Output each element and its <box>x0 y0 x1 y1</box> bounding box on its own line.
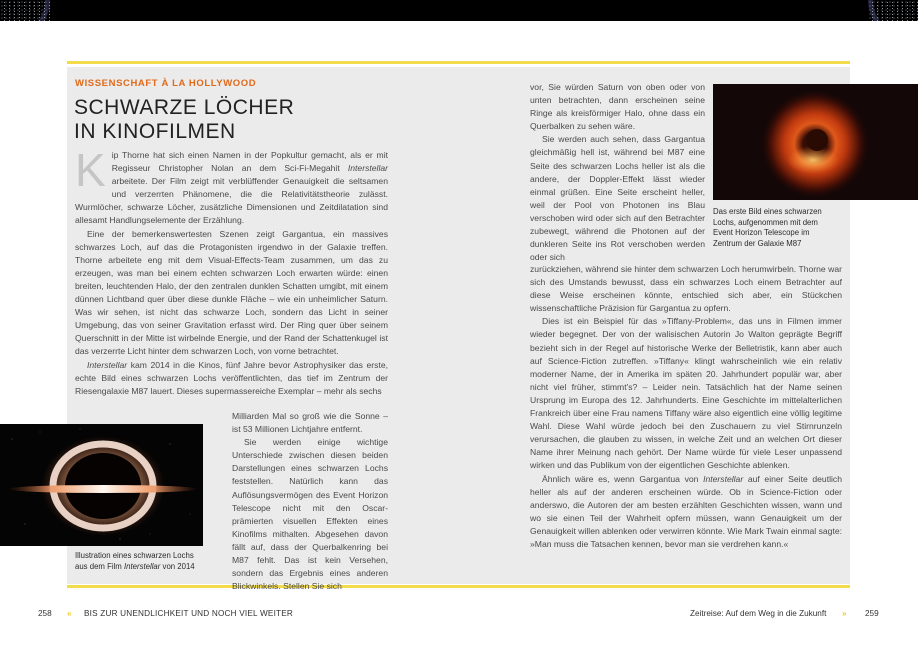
column-right-lower <box>530 263 842 551</box>
paragraph-continued: vor, Sie würden Saturn von oben oder von unten betrachten, dann erscheinen seine Ringe als kreisförmiger Halo, ohne dass ein Querbalken zu sehen wäre. <box>530 82 705 132</box>
chevron-left-icon: « <box>67 609 72 618</box>
paragraph-continued: Milliarden Mal so groß wie die Sonne – ist 53 Millionen Lichtjahre entfernt. <box>232 411 388 435</box>
column-right-upper <box>530 81 705 264</box>
drop-cap: K <box>75 144 106 196</box>
page-number-left: 258 <box>38 609 52 618</box>
paragraph: Ähnlich wäre es, wenn Gargantua von Interstellar auf einer Seite deutlich heller als auf der anderen erscheinen würde. Ob in Science-Fiction oder anderswo, die Autoren der am besten erzählten Geschichten wissen, wann und wo sie einen Teil der Wahrheit opfern müssen, wann Genauigkeit um der Genauigkeit willen ablenken oder verwirren könnte. Wie Mark Twain einmal sagte: »Man muss die Tatsachen kennen, bevor man sie verdrehen kann.« <box>530 473 842 549</box>
paragraph: Sie werden auch sehen, dass Gargantua gleichmäßig hell ist, während bei M87 eine Seite des schwarzen Lochs heller ist als die andere, der Doppler-Effekt lässt wieder einmal grüßen. Eine Seite erscheint heller, weil der Pool von Photonen ins Blau verschoben wird oder sich auf den Betrachter zubewegt, während die Photonen auf der dunkleren Seite ins Rot verschoben werden oder sich <box>530 134 705 263</box>
headline-line-1: SCHWARZE LÖCHER <box>74 96 295 119</box>
starfield-decoration <box>0 0 50 21</box>
image-caption-m87: Das erste Bild eines schwarzen Lochs, aufgenommen mit dem Event Horizon Telescope im Zentrum der Galaxie M87 <box>713 207 822 248</box>
paragraph: Sie werden einige wichtige Unterschiede zwischen diesen beiden Darstellungen eines schwarzen Lochs feststellen. Natürlich kann das Auflösungsvermögen des Event Horizon Telescope nicht mit den Oscar-prämierten visuellen Effekten eines Kinofilms mithalten. Abgesehen davon fällt auf, dass der Querbalkenring bei M87 fehlt. Das ist kein Versehen, sondern das Ergebnis eines anderen Blickwinkels. Stellen Sie sich <box>232 437 388 592</box>
headline-line-2: IN KINOFILMEN <box>74 120 236 143</box>
column-left-lower <box>232 410 388 593</box>
interstellar-black-hole-image <box>0 424 203 546</box>
paragraph: Interstellar kam 2014 in die Kinos, fünf Jahre bevor Astrophysiker das erste, echte Bild eines schwarzen Lochs veröffentlichten, das tief im Zentrum der Riesengalaxie M87 lauert. Dieses supermassereiche Exemplar – mehr als sechs <box>75 359 388 396</box>
paragraph-intro: Kip Thorne hat sich einen Namen in der Popkultur gemacht, als er mit Regisseur Christopher Nolan an dem Sci-Fi-Megahit Interstellar arbeitete. Der Film zeigt mit verblüffender Genauigkeit die seltsamen und verzerrten Phänomene, die die Relativitätstheorie zulässt. Wurmlöcher, schwarze Löcher, zusätzliche Dimensionen und Zeitdilatation sind allesamt Handlungselemente der Erzählung. <box>75 144 388 226</box>
running-head-left: BIS ZUR UNENDLICHKEIT UND NOCH VIEL WEITER <box>84 609 294 618</box>
top-accent-rule <box>67 61 850 64</box>
starfield-decoration <box>868 0 918 21</box>
page-number-right: 259 <box>865 609 879 618</box>
m87-black-hole-image <box>713 84 918 200</box>
section-kicker: WISSENSCHAFT À LA HOLLYWOOD <box>75 78 257 89</box>
article-headline <box>74 96 294 144</box>
column-left-upper <box>75 144 388 398</box>
chevron-right-icon: » <box>842 609 847 618</box>
decorative-header-band <box>0 0 918 21</box>
running-head-right: Zeitreise: Auf dem Weg in die Zukunft <box>690 609 827 618</box>
bottom-accent-rule <box>67 585 850 588</box>
paragraph-continued: zurückziehen, während sie hinter dem schwarzen Loch herumwirbeln. Thorne war sich des Umstands bewusst, dass ein schwarzes Loch einem Betrachter auf diese Weise erscheinen könnte, entschied sich aber, ein Stückchen wissenschaftliche Präzision für Gargantua zu opfern. <box>530 264 842 314</box>
paragraph: Eine der bemerkenswertesten Szenen zeigt Gargantua, ein massives schwarzes Loch, auf das die Protagonisten irgendwo in der Galaxie treffen. Thorne arbeitete eng mit dem Visual-Effects-Team zusammen, um das zu erzeugen, was man bei einem echten schwarzen Loch erwarten würde: einen breiten, leuchtenden Halo, der den zentralen dunklen Schatten umgibt, mit einem dünnen Lichtband quer über diese dunkle Fläche – wie ein unheimlicher Saturn. Was wir sehen, ist nicht das schwarze Loch, sondern das Licht in seiner Umgebung, das von seiner Gravitation erfasst wird. Der Ring quer über seinem Querschnitt in der Mitte ist wirbelnde Energie, und der Rand der Schattenkugel ist das verzerrte Licht hinter dem schwarzen Loch, von vorne betrachtet. <box>75 228 388 357</box>
image-caption-interstellar: Illustration eines schwarzen Lochs aus dem Film Interstellar von 2014 <box>75 551 195 571</box>
paragraph: Dies ist ein Beispiel für das »Tiffany-Problem«, das uns in Filmen immer wieder begegnet. Der von der walisischen Autorin Jo Walton geprägte Begriff bezieht sich in der Regel auf historische Werke der Belletristik, kann aber auch auf Science-Fiction zutreffen. »Tiffany« klingt wahrscheinlich wie ein relativ moderner Name, der in Amerika im späten 20. Jahrhundert populär war, aber nicht viel früher, stimmt's? – Leider nein. Tatsächlich hat der Name seinen Ursprung im Europa des 12. Jahrhunderts. Eine Geschichte im mittelalterlichen Frankreich über eine Frau namens Tiffany wäre also eigentlich eine völlig legitime Wahl. Diese Wahl würde jedoch bei den Zuschauern zu viel Stirnrunzeln verursachen, die glauben zu wissen, in welche Zeit und an welchen Ort dieser Name ihrer Meinung nach gehört. Der Name würde für viele Leser unpassend wirken und das Publikum von der eigentlichen Geschichte ablenken. <box>530 316 842 471</box>
